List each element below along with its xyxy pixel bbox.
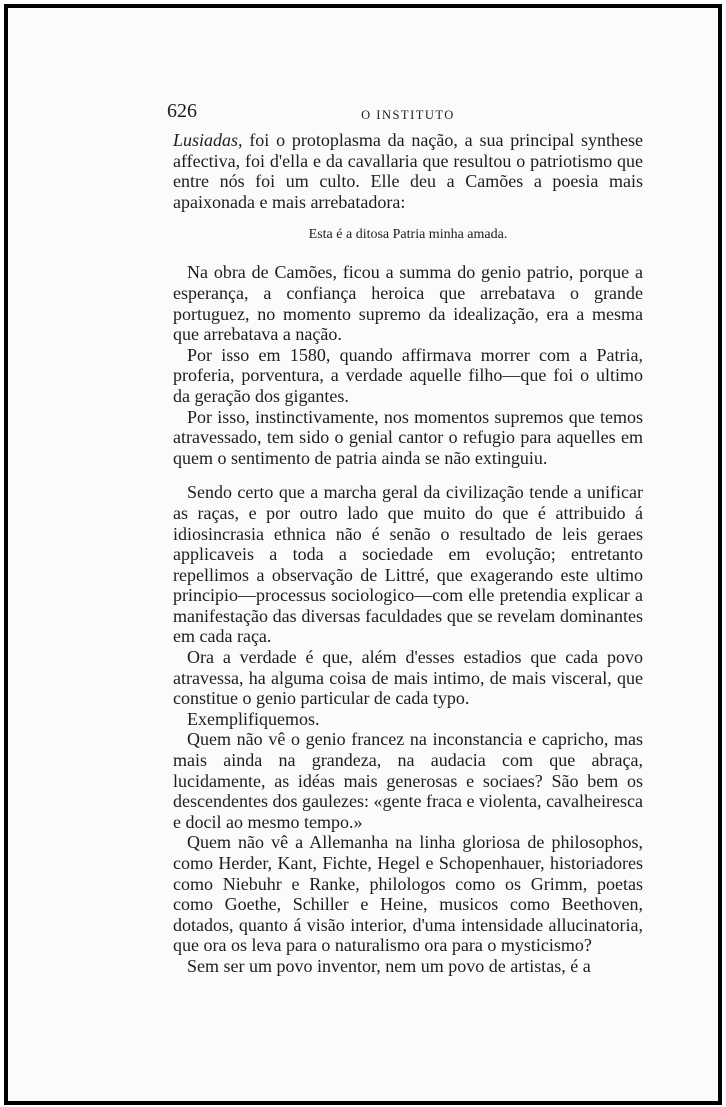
journal-title: O INSTITUTO xyxy=(361,108,455,122)
paragraph-7: Exemplifiquemos. xyxy=(187,708,320,729)
paragraph-6: Ora a verdade é que, além d'esses estadios que cada povo atravessa, ha alguma coisa de mais intimo, de mais visceral, que constitue o genio particular de cada typo. xyxy=(173,647,643,709)
paragraph-1-text: foi o protoplasma da nação, a sua principal synthese affectiva, foi d'ella e da cavallaria que resultou o patriotismo que entre nós foi um culto. Elle deu a Camões a poesia mais apaixonada e mais arrebatadora: xyxy=(173,130,643,212)
paragraph-8: Quem não vê o genio francez na inconstancia e capricho, mas mais ainda na grandeza, na audacia com que abraça, lucidamente, as idéas mais generosas e sociaes? São bem os descendentes dos gaulezes: «gente fraca e violenta, cavalheiresca e docil ao mesmo tempo.» xyxy=(173,729,643,832)
lusiadas-title: Lusiadas, xyxy=(173,130,243,150)
paragraph-4: Por isso, instinctivamente, nos momentos supremos que temos atravessado, tem sido o genial cantor o refugio para aquelles em quem o sentimento de patria ainda se não extinguiu. xyxy=(173,406,643,468)
running-head xyxy=(167,100,643,130)
page-number: 626 xyxy=(167,100,197,122)
paragraph-9: Quem não vê a Allemanha na linha gloriosa de philosophos, como Herder, Kant, Fichte, Hegel e Schopenhauer, historiadores como Niebuhr e Ranke, philologos como os Grimm, poetas como Goethe, Schiller e Heine, musicos como Beethoven, dotados, quanto á visão interior, d'uma intensidade allucinatoria, que ora os leva para o naturalismo ora para o mysticismo? xyxy=(173,832,643,956)
paragraph-3: Por isso em 1580, quando affirmava morrer com a Patria, proferia, porventura, a verdade aquelle filho—que foi o ultimo da geração dos gigantes. xyxy=(173,344,643,406)
paragraph-5: Sendo certo que a marcha geral da civilização tende a unificar as raças, e por outro lado que muito do que é attribuido á idiosincrasia ethnica não é senão o resultado de leis geraes applicaveis a toda a sociedade em evolução; entretanto repellimos a observação de Littré, que exagerando este ultimo principio—processus sociologico—com elle pretendia explicar a manifestação das diversas faculdades que se revelam dominantes em cada raça. xyxy=(173,482,643,647)
paragraph-10: Sem ser um povo inventor, nem um povo de artistas, é a xyxy=(187,955,591,976)
paragraph-1 xyxy=(173,130,643,212)
book-page xyxy=(167,100,643,977)
verse-quote: Esta é a ditosa Patria minha amada. xyxy=(308,227,508,243)
page-frame xyxy=(4,4,722,1105)
paragraph-2: Na obra de Camões, ficou a summa do genio patrio, porque a esperança, a confiança heroica que arrebatava o grande portuguez, no momento supremo da idealização, era a mesma que arrebatava a nação. xyxy=(173,262,643,345)
section-gap xyxy=(173,468,643,482)
